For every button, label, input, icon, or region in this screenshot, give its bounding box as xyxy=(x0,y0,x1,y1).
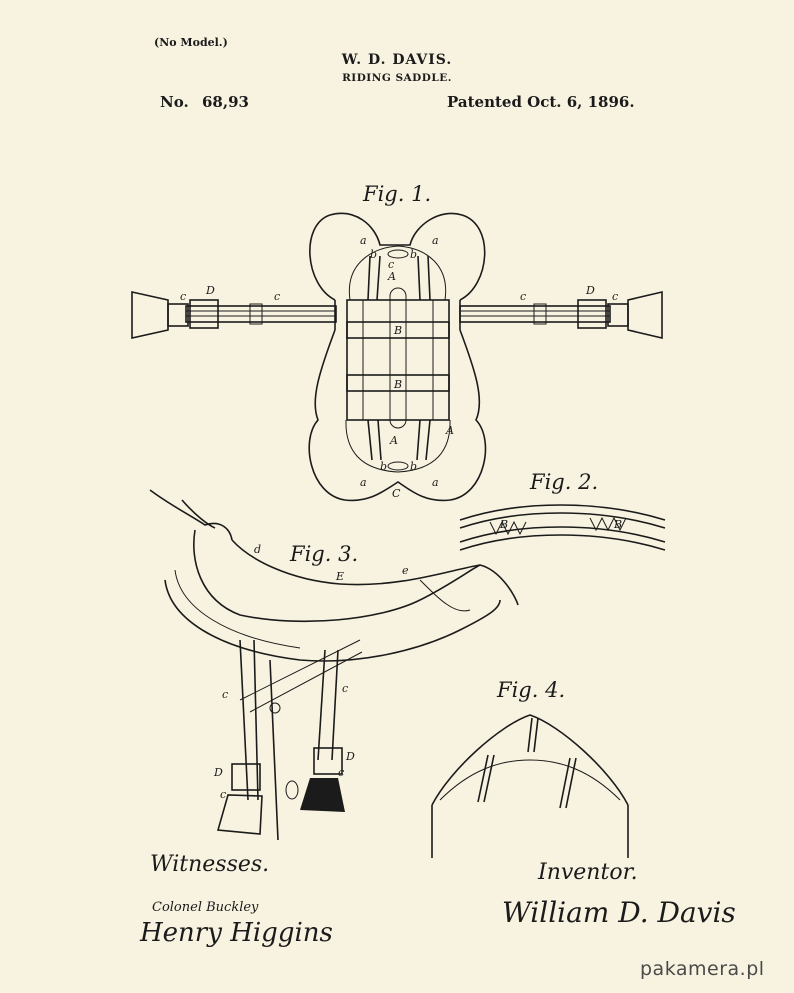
marker-B: B xyxy=(500,518,509,531)
marker-a: a xyxy=(360,234,367,247)
marker-D: D xyxy=(586,284,595,297)
marker-c: c xyxy=(220,788,227,801)
fig1-drawing xyxy=(132,213,662,500)
fig2-label: Fig. 2. xyxy=(530,470,599,494)
watermark: pakamera.pl xyxy=(640,958,765,980)
marker-c: c xyxy=(520,290,527,303)
marker-A: A xyxy=(446,424,454,437)
patent-date: Patented Oct. 6, 1896. xyxy=(447,93,635,111)
marker-c: c xyxy=(388,258,395,271)
fig4-label: Fig. 4. xyxy=(497,678,566,702)
marker-A: A xyxy=(390,434,398,447)
marker-a: a xyxy=(432,234,439,247)
marker-c: c xyxy=(338,766,345,779)
fig2-drawing xyxy=(460,505,665,550)
fig4-drawing xyxy=(432,715,628,858)
marker-c: c xyxy=(222,688,229,701)
marker-b: b xyxy=(410,460,418,473)
marker-a: a xyxy=(432,476,439,489)
fig3-label: Fig. 3. xyxy=(290,542,359,566)
marker-D: D xyxy=(346,750,355,763)
witness-signature-1: Colonel Buckley xyxy=(152,900,259,915)
marker-c: c xyxy=(274,290,281,303)
inventor-label: Inventor. xyxy=(538,860,638,885)
marker-b: b xyxy=(380,460,388,473)
marker-b: b xyxy=(410,248,418,261)
marker-D: D xyxy=(206,284,215,297)
marker-d: d xyxy=(254,543,262,556)
marker-c: c xyxy=(612,290,619,303)
marker-D: D xyxy=(214,766,223,779)
inventor-name: W. D. DAVIS. xyxy=(341,52,453,68)
marker-c: c xyxy=(180,290,187,303)
marker-e: e xyxy=(402,564,409,577)
marker-b: b xyxy=(370,248,378,261)
marker-B: B xyxy=(394,378,403,391)
marker-B: B xyxy=(394,324,403,337)
witnesses-label: Witnesses. xyxy=(150,852,270,877)
patent-number-label: No. xyxy=(160,93,189,111)
marker-C: C xyxy=(392,487,401,500)
marker-B: B xyxy=(614,518,623,531)
no-model-note: (No Model.) xyxy=(154,36,228,49)
reference-markers xyxy=(180,234,622,801)
witness-signature-2: Henry Higgins xyxy=(140,918,333,948)
inventor-signature: William D. Davis xyxy=(502,896,736,929)
marker-E: E xyxy=(336,570,345,583)
marker-A: A xyxy=(388,270,396,283)
fig1-label: Fig. 1. xyxy=(363,182,432,206)
patent-number: 68,93 xyxy=(202,93,249,111)
marker-c: c xyxy=(342,682,349,695)
invention-title: RIDING SADDLE. xyxy=(342,72,452,84)
marker-a: a xyxy=(360,476,367,489)
